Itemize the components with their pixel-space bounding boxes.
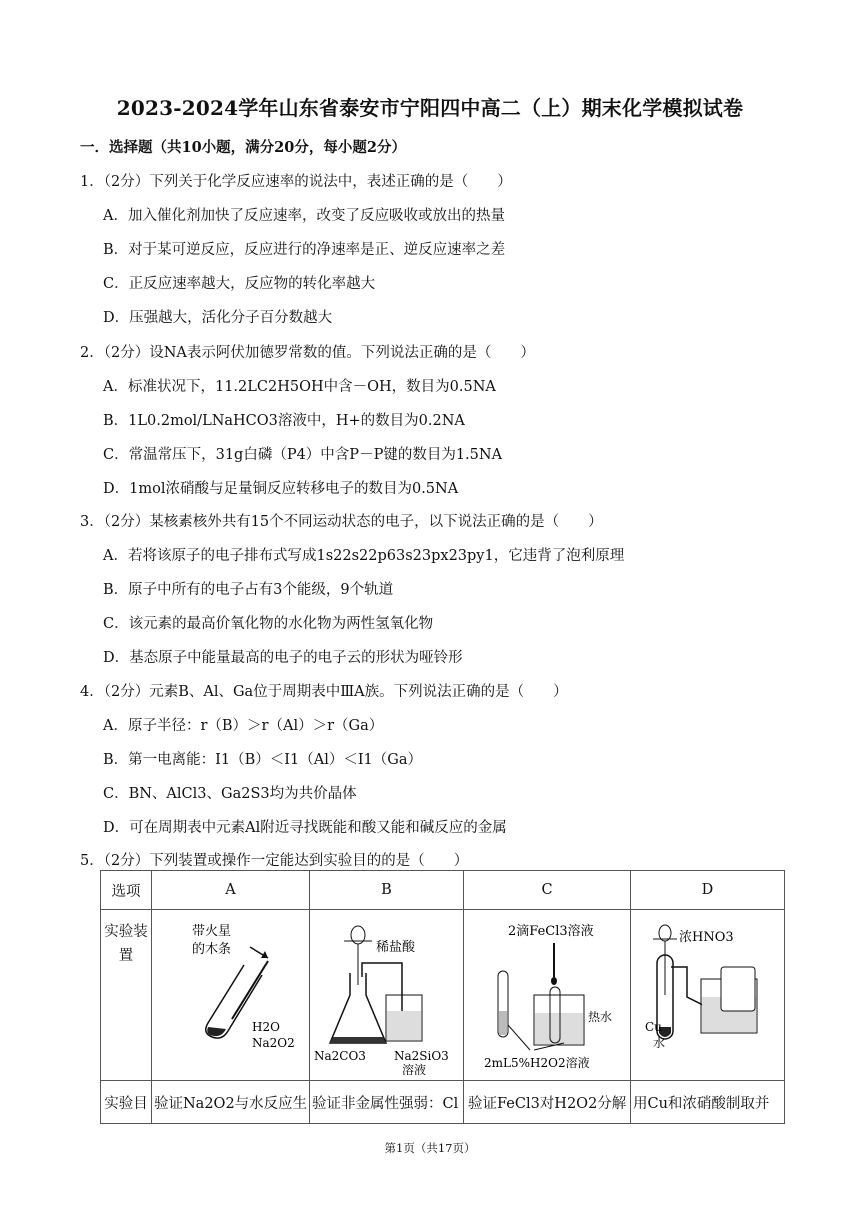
q1-option-a: A．加入催化剂加快了反应速率，改变了反应吸收或放出的热量 — [103, 208, 505, 224]
q2-option-a: A．标准状况下，11.2LC2H5OH中含－OH，数目为0.5NA — [103, 379, 496, 395]
a-label-1: 带火星 — [192, 924, 232, 939]
experiment-table — [100, 870, 785, 1124]
section-heading: 一．选择题（共10小题，满分20分，每小题2分） — [80, 139, 406, 156]
q3-option-c: C．该元素的最高价氧化物的水化物为两性氢氧化物 — [103, 616, 434, 632]
purpose-d: 用Cu和浓硝酸制取并 — [631, 1081, 785, 1124]
c-label-h2o2: 2mL5%H2O2溶液 — [484, 1056, 590, 1070]
a-label-h2o: H2O — [252, 1020, 280, 1034]
d-label-cu: Cu — [645, 1020, 662, 1034]
q3-option-a: A．若将该原子的电子排布式写成1s22s22p63s23px23py1，它违背了泡利原理 — [103, 548, 625, 564]
question-3-stem: 3．（2分）某核素核外共有15个不同运动状态的电子，以下说法正确的是（ ） — [80, 514, 603, 530]
q3-option-b: B．原子中所有的电子占有3个能级，9个轨道 — [103, 582, 394, 598]
q2-option-c: C．常温常压下，31g白磷（P4）中含P－P键的数目为1.5NA — [103, 447, 503, 463]
header-b: B — [310, 871, 464, 910]
q3-option-d: D．基态原子中能量最高的电子的电子云的形状为哑铃形 — [103, 650, 463, 666]
d-label-water: 水 — [653, 1036, 666, 1050]
page-title: 2023-2024学年山东省泰安市宁阳四中高二（上）期末化学模拟试卷 — [116, 96, 744, 120]
b-label-solution: 溶液 — [402, 1063, 427, 1075]
q4-option-d: D．可在周期表中元素Al附近寻找既能和酸又能和碱反应的金属 — [103, 820, 507, 836]
question-2-stem: 2．（2分）设NA表示阿伏加德罗常数的值。下列说法正确的是（ ） — [80, 345, 535, 361]
test-tube-splint-diagram — [152, 915, 309, 1075]
b-label-na2sio3: Na2SiO3 — [394, 1049, 449, 1063]
apparatus-d — [631, 910, 785, 1081]
header-a: A — [152, 871, 310, 910]
purpose-a: 验证Na2O2与水反应生 — [152, 1081, 310, 1124]
row-label-purpose: 实验目 — [101, 1081, 152, 1124]
question-5-stem: 5．（2分）下列装置或操作一定能达到实验目的的是（ ） — [80, 853, 469, 869]
q4-option-b: B．第一电离能：I1（B）＜I1（Al）＜I1（Ga） — [103, 752, 423, 768]
cu-nitric-gas-collection-diagram — [631, 915, 784, 1075]
question-4-stem: 4．（2分）元素B、Al、Ga位于周期表中ⅢA族。下列说法正确的是（ ） — [80, 684, 568, 700]
c-label-hotwater: 热水 — [588, 1010, 613, 1024]
q1-option-d: D．压强越大，活化分子百分数越大 — [103, 310, 333, 326]
b-label-na2co3: Na2CO3 — [314, 1049, 366, 1063]
purpose-b: 验证非金属性强弱：Cl — [310, 1081, 464, 1124]
apparatus-b — [310, 910, 464, 1081]
a-label-2: 的木条 — [192, 942, 232, 957]
header-c: C — [464, 871, 631, 910]
apparatus-a — [152, 910, 310, 1081]
d-label-hno3: 浓HNO3 — [679, 930, 734, 945]
catalyst-comparison-diagram — [464, 915, 630, 1075]
row-label-apparatus: 实验装置 — [101, 910, 152, 1081]
q4-option-c: C．BN、AlCl3、Ga2S3均为共价晶体 — [103, 786, 357, 802]
q1-option-b: B．对于某可逆反应，反应进行的净速率是正、逆反应速率之差 — [103, 242, 506, 258]
header-d: D — [631, 871, 785, 910]
q2-option-b: B．1L0.2mol/LNaHCO3溶液中，H+的数目为0.2NA — [103, 413, 465, 429]
a-label-na2o2: Na2O2 — [252, 1036, 295, 1050]
question-1-stem: 1．（2分）下列关于化学反应速率的说法中，表述正确的是（ ） — [80, 174, 512, 190]
header-option: 选项 — [101, 871, 152, 910]
q1-option-c: C．正反应速率越大，反应物的转化率越大 — [103, 276, 376, 292]
apparatus-c — [464, 910, 631, 1081]
page-footer: 第1页（共17页） — [384, 1141, 476, 1155]
b-label-hcl: 稀盐酸 — [376, 940, 416, 955]
purpose-c: 验证FeCl3对H2O2分解 — [464, 1081, 631, 1124]
c-label-fecl3: 2滴FeCl3溶液 — [508, 924, 594, 939]
flask-funnel-beaker-diagram — [310, 915, 463, 1075]
q4-option-a: A．原子半径：r（B）＞r（Al）＞r（Ga） — [103, 718, 384, 734]
q2-option-d: D．1mol浓硝酸与足量铜反应转移电子的数目为0.5NA — [103, 481, 459, 497]
